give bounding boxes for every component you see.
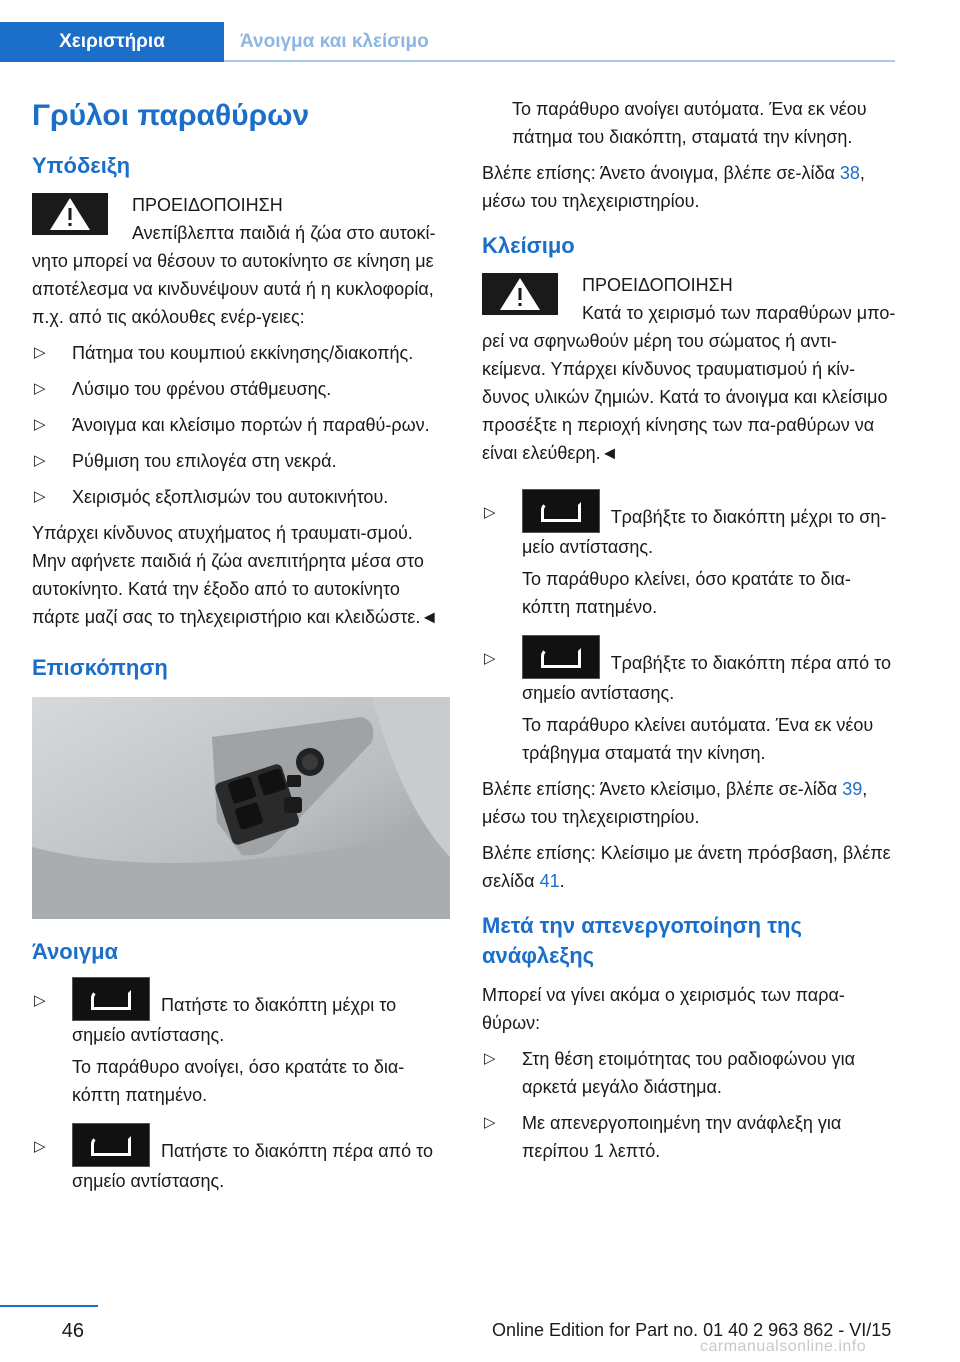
triangle-bullet-icon: ▷	[484, 504, 496, 521]
warning-block	[32, 191, 450, 247]
window-switch-pull-icon	[522, 489, 600, 533]
page-title: Γρύλοι παραθύρων	[32, 99, 310, 132]
window-switch-press-icon	[72, 977, 150, 1021]
warning-icon	[32, 193, 108, 235]
watermark: carmanualsonline.info	[700, 1338, 867, 1355]
closing-heading: Κλείσιμο	[482, 233, 575, 258]
hint-heading: Υπόδειξη	[32, 153, 131, 178]
after-ignition-text: Μπορεί να γίνει ακόμα ο χειρισμός των παρα-θύρων:	[482, 985, 845, 1033]
page-number: 46	[61, 1320, 84, 1342]
right-column	[482, 95, 896, 1173]
header-tab-controls[interactable]: Χειριστήρια	[0, 22, 224, 62]
warning-first-line: Ανεπίβλεπτα παιδιά ή ζώα στο αυτοκί-	[132, 223, 436, 243]
window-switch-photo	[32, 697, 450, 919]
window-switch-press-icon	[72, 1123, 150, 1167]
warning-label: ΠΡΟΕΙΔΟΠΟΙΗΣΗ	[132, 195, 283, 215]
list-item: ▷ Στη θέση ετοιμότητας του ραδιοφώνου για αρκετά μεγάλο διάστημα.	[482, 1045, 896, 1101]
list-item: ▷ Πατήστε το διακόπτη μέχρι το σημείο αντίστασης. Το παράθυρο ανοίγει, όσο κρατάτε το δια-κόπτη πατημένο.	[32, 977, 450, 1109]
warning-bullet-list	[32, 339, 450, 511]
list-item: ▷ Με απενεργοποιημένη την ανάφλεξη για περίπου 1 λεπτό.	[482, 1109, 896, 1165]
list-item: ▷ Άνοιγμα και κλείσιμο πορτών ή παραθύ-ρων.	[32, 411, 450, 439]
list-item: ▷ Πατήστε το διακόπτη πέρα από το σημείο αντίστασης.	[32, 1123, 450, 1195]
list-item: ▷ Ρύθμιση του επιλογέα στη νεκρά.	[32, 447, 450, 475]
after-ignition-heading: Μετά την απενεργοποίηση της ανάφλεξης	[482, 913, 802, 968]
see-also-close: Βλέπε επίσης: Άνετο κλείσιμο, βλέπε σε-λίδα 39, μέσω του τηλεχειριστηρίου.	[482, 779, 868, 827]
opening-continued: Το παράθυρο ανοίγει αυτόματα. Ένα εκ νέου πάτημα του διακόπτη, σταματά την κίνηση.	[512, 99, 867, 147]
overview-heading: Επισκόπηση	[32, 655, 168, 680]
triangle-bullet-icon: ▷	[34, 488, 46, 505]
see-also-keyless: Βλέπε επίσης: Κλείσιμο με άνετη πρόσβαση, βλέπε σελίδα 41.	[482, 843, 891, 891]
list-item: ▷ Χειρισμός εξοπλισμών του αυτοκινήτου.	[32, 483, 450, 511]
step-note: Το παράθυρο κλείνει αυτόματα. Ένα εκ νέου τράβηγμα σταματά την κίνηση.	[522, 715, 874, 763]
triangle-bullet-icon: ▷	[34, 380, 46, 397]
triangle-bullet-icon: ▷	[34, 1138, 46, 1155]
warning-first-line: Κατά το χειρισμό των παραθύρων μπο-	[582, 303, 896, 323]
list-item: ▷ Τραβήξτε το διακόπτη πέρα από το σημείο αντίστασης. Το παράθυρο κλείνει αυτόματα. Ένα εκ νέου τράβηγμα σταματά την κίνηση.	[482, 635, 896, 767]
triangle-bullet-icon: ▷	[34, 992, 46, 1009]
window-switch-pull-icon	[522, 635, 600, 679]
step-note: Το παράθυρο κλείνει, όσο κρατάτε το δια-κόπτη πατημένο.	[522, 569, 851, 617]
warning-text: νητο μπορεί να θέσουν το αυτοκίνητο σε κίνηση με αποτέλεσμα να κινδυνέψουν αυτά ή η κυκλοφορία, π.χ. από τις ακόλουθες ενέρ-γειες:	[32, 251, 434, 327]
footer-rule	[0, 1305, 98, 1307]
triangle-bullet-icon: ▷	[34, 452, 46, 469]
list-item: ▷ Τραβήξτε το διακόπτη μέχρι το ση-μείο αντίστασης. Το παράθυρο κλείνει, όσο κρατάτε το δια-κόπτη πατημένο.	[482, 489, 896, 621]
after-ignition-list	[482, 1045, 896, 1165]
triangle-bullet-icon: ▷	[484, 1050, 496, 1067]
triangle-bullet-icon: ▷	[484, 1114, 496, 1131]
warning-icon	[482, 273, 558, 315]
see-also-open: Βλέπε επίσης: Άνετο άνοιγμα, βλέπε σε-λίδα 38, μέσω του τηλεχειριστηρίου.	[482, 163, 865, 211]
header-tab-open-close[interactable]: Άνοιγμα και κλείσιμο	[240, 31, 429, 52]
closing-steps	[482, 489, 896, 767]
page-link-39[interactable]: 39	[842, 779, 863, 799]
opening-heading: Άνοιγμα	[32, 939, 119, 964]
page-link-38[interactable]: 38	[839, 163, 860, 183]
risk-paragraph: Υπάρχει κίνδυνος ατυχήματος ή τραυματι-σμού. Μην αφήνετε παιδιά ή ζώα ανεπιτήρητα μέσα στο αυτοκίνητο. Κατά την έξοδο από το αυτοκίνητο πάρτε μαζί σας το τηλεχειριστήριο και κλειδώστε.◄	[32, 523, 439, 627]
page-header	[0, 0, 960, 62]
edition-note: Online Edition for Part no. 01 40 2 963 862 - VI/15	[492, 1320, 892, 1340]
list-item: ▷ Πάτημα του κουμπιού εκκίνησης/διακοπής.	[32, 339, 450, 367]
triangle-bullet-icon: ▷	[484, 650, 496, 667]
warning-block	[482, 271, 896, 327]
header-rule	[224, 60, 895, 62]
warning-text: ρεί να σφηνωθούν μέρη του σώματος ή αντι-κείμενα. Υπάρχει κίνδυνος τραυματισμού ή κίν-δυνος υλικών ζημιών. Κατά το άνοιγμα και κλείσιμο προσέξτε η περιοχή κίνησης των πα-ραθύρων να είναι ελεύθερη.◄	[482, 331, 888, 463]
warning-label: ΠΡΟΕΙΔΟΠΟΙΗΣΗ	[582, 275, 733, 295]
page-link-41[interactable]: 41	[539, 871, 560, 891]
left-column	[32, 95, 450, 1203]
opening-steps	[32, 977, 450, 1195]
triangle-bullet-icon: ▷	[34, 416, 46, 433]
list-item: ▷ Λύσιμο του φρένου στάθμευσης.	[32, 375, 450, 403]
step-note: Το παράθυρο ανοίγει, όσο κρατάτε το δια-κόπτη πατημένο.	[72, 1057, 405, 1105]
triangle-bullet-icon: ▷	[34, 344, 46, 361]
